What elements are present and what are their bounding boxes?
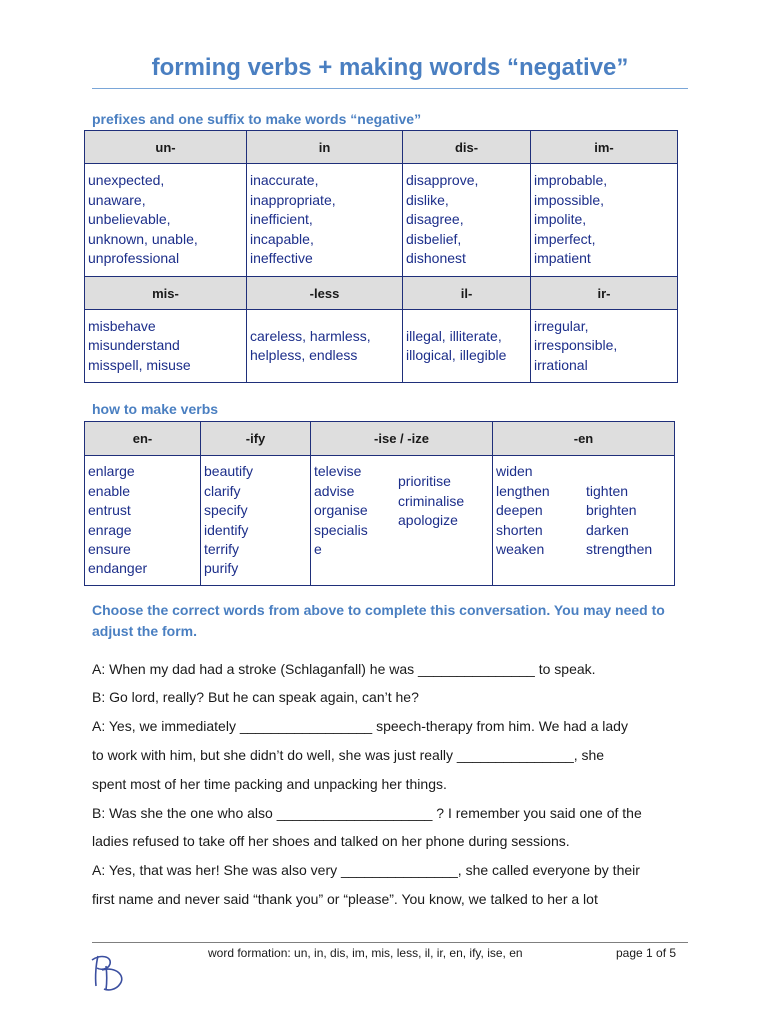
dialogue-line: first name and never said “thank you” or “please”. You know, we talked to her a lot (92, 891, 598, 907)
dialogue-line: ladies refused to take off her shoes and talked on her phone during sessions. (92, 833, 570, 849)
cell-ir-words: irregular, irresponsible, irrational (534, 317, 618, 373)
pd-monogram-logo-icon (84, 950, 130, 994)
en-suffix-verbs-right: tighten brighten darken strengthen (586, 482, 653, 557)
cell-ise-verbs (314, 462, 489, 578)
negative-prefixes-table (84, 130, 678, 383)
cell-ify-verbs: beautify clarify specify identify terrify purify (204, 463, 254, 577)
header-dis: dis- (403, 131, 531, 164)
verb-suffixes-table (84, 421, 675, 586)
dialogue-line: A: Yes, that was her! She was also very _______________, she called everyone by their (92, 862, 640, 878)
dialogue-line: A: When my dad had a stroke (Schlaganfall) he was _______________ to speak. (92, 661, 596, 677)
cell-en-suffix-verbs (496, 462, 671, 578)
header-en-suffix: -en (493, 422, 675, 456)
cell-dis-words: disapprove, dislike, disagree, disbelief, dishonest (406, 172, 479, 267)
ise-verbs-right: prioritise criminalise apologize (398, 473, 465, 529)
table-row (85, 310, 678, 383)
header-im: im- (531, 131, 678, 164)
header-il: il- (403, 277, 531, 310)
header-en-prefix: en- (85, 422, 201, 456)
table-header-row (85, 422, 675, 456)
cell-im-words: improbable, impossible, impolite, imperfect, impatient (534, 172, 608, 267)
cell-un-words: unexpected, unaware, unbelievable, unknown, unable, unprofessional (88, 172, 198, 267)
ise-verbs-left: televise advise organise specialis e (314, 463, 368, 558)
page-title: forming verbs + making words “negative” (151, 54, 629, 81)
header-in: in (247, 131, 403, 164)
header-less: -less (247, 277, 403, 310)
table-header-row (85, 277, 678, 310)
header-mis: mis- (85, 277, 247, 310)
header-ify: -ify (201, 422, 311, 456)
dialogue-line: spent most of her time packing and unpacking her things. (92, 776, 447, 792)
dialogue-line: B: Was she the one who also ____________________ ? I remember you said one of the (92, 805, 642, 821)
header-ise-ize: -ise / -ize (311, 422, 493, 456)
en-suffix-verbs-left: widen lengthen deepen shorten weaken (496, 463, 550, 558)
page-number: page 1 of 5 (616, 946, 677, 960)
dialogue-line: A: Yes, we immediately _________________ speech-therapy from him. We had a lady (92, 718, 628, 734)
cell-en-verbs: enlarge enable entrust enrage ensure endanger (88, 463, 148, 577)
table-row (85, 164, 678, 277)
dialogue-line: B: Go lord, really? But he can speak again, can’t he? (92, 689, 419, 705)
header-ir: ir- (531, 277, 678, 310)
cell-mis-words: misbehave misunderstand misspell, misuse (88, 317, 191, 373)
footer-topic: word formation: un, in, dis, im, mis, less, il, ir, en, ify, ise, en (208, 946, 523, 960)
table-row (85, 456, 675, 586)
header-un: un- (85, 131, 247, 164)
cell-less-words: careless, harmless, helpless, endless (250, 327, 371, 363)
title-divider (92, 88, 688, 89)
cell-il-words: illegal, illiterate, illogical, illegible (406, 327, 507, 363)
dialogue-line: to work with him, but she didn’t do well, she was just really _______________, she (92, 747, 605, 763)
exercise-instruction: Choose the correct words from above to complete this conversation. You may need to adjust the form. (92, 602, 665, 639)
section-heading-verbs: how to make verbs (92, 401, 219, 417)
table-header-row (85, 131, 678, 164)
footer-divider (92, 942, 688, 943)
cell-in-words: inaccurate, inappropriate, inefficient, incapable, ineffective (250, 172, 336, 267)
section-heading-negative: prefixes and one suffix to make words “negative” (92, 111, 422, 127)
